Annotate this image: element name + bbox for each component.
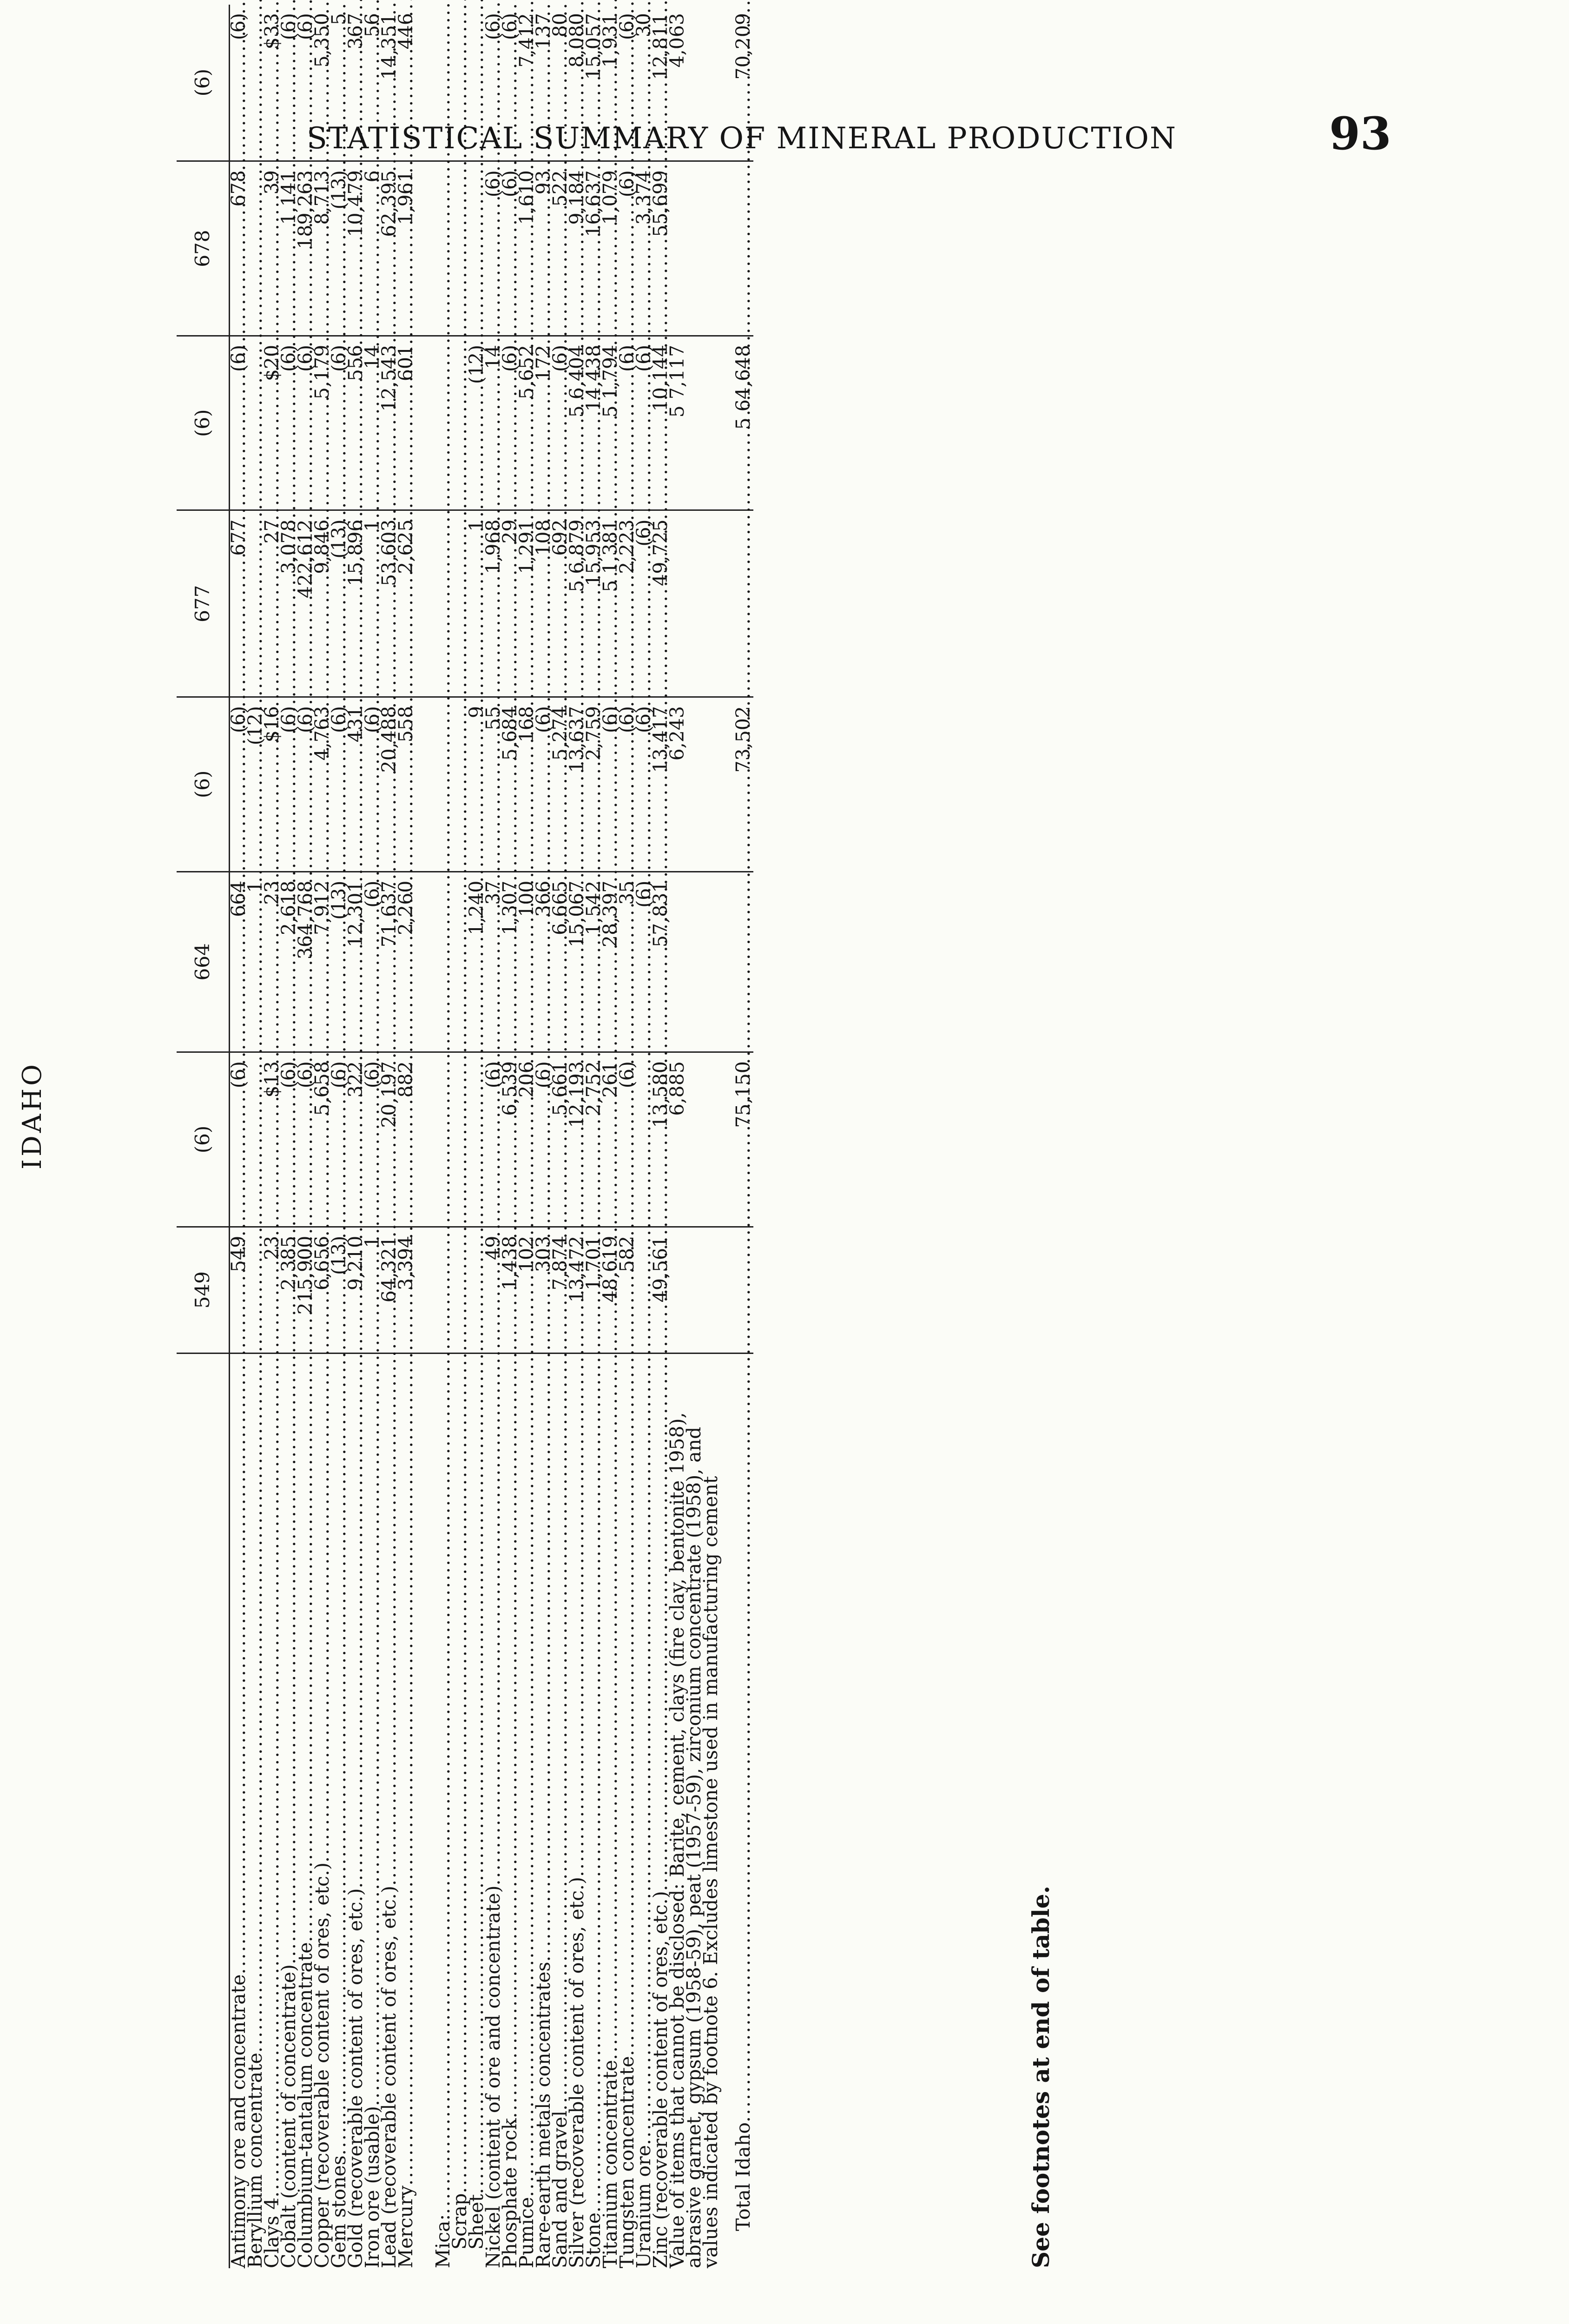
row-label: Stone <box>582 2212 605 2268</box>
row-label: Iron ore (usable) <box>361 2106 383 2268</box>
column-header: 664 <box>177 872 230 1052</box>
value-cell: 7,874 <box>552 1227 568 1353</box>
running-header: STATISTICAL SUMMARY OF MINERAL PRODUCTION <box>307 121 1177 156</box>
value-cell: 431 <box>347 697 364 872</box>
value-cell: 582 <box>619 1227 635 1353</box>
row-label: Sheet <box>465 2194 488 2250</box>
value-cell: 12,811 <box>652 5 669 161</box>
value-cell: (6) <box>364 697 381 872</box>
value-cell: 677 <box>230 510 247 697</box>
value-cell: 13,637 <box>568 697 585 872</box>
value-cell <box>669 161 719 336</box>
value-cell: (13) <box>330 161 347 336</box>
value-cell: (13) <box>330 510 347 697</box>
value-cell: (6) <box>619 697 635 872</box>
value-cell: (6) <box>230 336 247 510</box>
value-cell: 14,438 <box>585 336 602 510</box>
value-cell: (6) <box>619 161 635 336</box>
mineral-production-table <box>177 5 753 2268</box>
value-cell: 35 <box>619 872 635 1052</box>
value-cell: 10,144 <box>652 336 669 510</box>
value-cell: 48,619 <box>602 1227 619 1353</box>
value-cell: 558 <box>397 697 414 872</box>
value-cell: (6) <box>297 336 314 510</box>
value-cell: (13) <box>330 1227 347 1353</box>
value-cell: 7,912 <box>314 872 330 1052</box>
row-label: Clays 4 <box>261 2197 283 2268</box>
row-label: Mercury <box>395 2185 417 2268</box>
value-cell: 364,768 <box>297 872 314 1052</box>
value-cell: 556 <box>347 336 364 510</box>
value-cell: 2,618 <box>280 872 297 1052</box>
column-header <box>177 1353 230 2268</box>
value-cell: (6) <box>485 161 501 336</box>
footnote-note: See footnotes at end of table. <box>1027 1886 1055 2268</box>
value-cell: 23 <box>264 872 280 1052</box>
value-cell: 1,542 <box>585 872 602 1052</box>
value-cell: 6,656 <box>314 1227 330 1353</box>
value-cell: 1,240 <box>468 872 485 1052</box>
page-number: 93 <box>1329 107 1391 160</box>
value-cell: 71,637 <box>381 872 397 1052</box>
value-cell: 172 <box>535 336 552 510</box>
value-cell: 108 <box>535 510 552 697</box>
value-cell: 28,397 <box>602 872 619 1052</box>
row-label: Gem stones <box>328 2155 350 2268</box>
value-cell: (6) <box>364 872 381 1052</box>
row-label: Tungsten concentrate <box>616 2056 638 2268</box>
value-cell: (12) <box>247 697 264 872</box>
value-cell: 9 <box>468 697 485 872</box>
value-cell: 2,260 <box>397 872 414 1052</box>
value-cell: 2,385 <box>280 1227 297 1353</box>
value-cell: 1,307 <box>501 872 518 1052</box>
value-cell: 20,488 <box>381 697 397 872</box>
value-cell: $16 <box>264 697 280 872</box>
value-cell: (6) <box>485 1052 501 1227</box>
value-cell: 5,658 <box>314 1052 330 1227</box>
value-cell: 8,713 <box>314 161 330 336</box>
value-cell: 102 <box>518 1227 535 1353</box>
value-cell: 168 <box>518 697 535 872</box>
value-cell: 5 7,117 <box>669 336 719 510</box>
value-cell: 55,699 <box>652 161 669 336</box>
value-cell: 1,931 <box>602 5 619 161</box>
value-cell: 5,350 <box>314 5 330 161</box>
value-cell: 80 <box>552 5 568 161</box>
row-label: Nickel (content of ore and concentrate) <box>482 1885 504 2268</box>
row-label-cell <box>719 1353 753 2268</box>
value-cell: 4,763 <box>314 697 330 872</box>
value-cell: 5 6,879 <box>568 510 585 697</box>
table-row <box>669 5 719 2268</box>
value-cell: 29 <box>501 510 518 697</box>
value-cell: 1,961 <box>397 161 414 336</box>
value-cell: 882 <box>397 1052 414 1227</box>
value-cell <box>669 1227 719 1353</box>
value-cell: 12,301 <box>347 872 364 1052</box>
row-label: Columbium-tantalum concentrate <box>294 1942 316 2268</box>
value-cell: 13,417 <box>652 697 669 872</box>
value-cell: 53,603 <box>381 510 397 697</box>
value-cell: 5,661 <box>552 1052 568 1227</box>
value-cell: 3,078 <box>280 510 297 697</box>
row-label: Total Idaho <box>732 2122 754 2231</box>
value-cell: 1 <box>468 510 485 697</box>
value-cell: (12) <box>468 336 485 510</box>
row-label: Uranium ore <box>633 2145 655 2268</box>
value-cell: (13) <box>330 872 347 1052</box>
column-header: (6) <box>177 1052 230 1227</box>
value-cell: (6) <box>297 5 314 161</box>
value-cell: (6) <box>501 5 518 161</box>
value-cell: 5 <box>330 5 347 161</box>
value-cell: 601 <box>397 336 414 510</box>
value-cell: 39 <box>264 161 280 336</box>
value-cell: 9,846 <box>314 510 330 697</box>
row-label: Copper (recoverable content of ores, etc.) <box>311 1862 333 2268</box>
value-cell: 549 <box>230 1227 247 1353</box>
value-cell: 73,502 <box>719 697 753 872</box>
value-cell: 13,580 <box>652 1052 669 1227</box>
value-cell: 137 <box>535 5 552 161</box>
value-cell: 55 <box>485 697 501 872</box>
total-row <box>719 5 753 2268</box>
row-label: Value of items that cannot be disclosed: Barite, cement, clays (fire clay, bentonite 1958), abrasive garnet, gypsum (1958-59), peat (1957-59), zirconium concentrate (1958), and values indicated by footnote 6. Excludes limestone used in manufacturing cement <box>666 1412 722 2268</box>
value-cell: (6) <box>297 1052 314 1227</box>
value-cell: 678 <box>230 161 247 336</box>
column-header: 678 <box>177 161 230 336</box>
table-row <box>397 5 414 2268</box>
value-cell: 12,543 <box>381 336 397 510</box>
value-cell: (6) <box>501 336 518 510</box>
value-cell: 2,625 <box>397 510 414 697</box>
row-label-cell <box>666 1353 722 2268</box>
value-cell: (6) <box>552 336 568 510</box>
value-cell: 5,179 <box>314 336 330 510</box>
value-cell: (6) <box>330 336 347 510</box>
value-cell: (6) <box>602 697 619 872</box>
row-label: Gold (recoverable content of ores, etc.) <box>344 1888 367 2268</box>
value-cell: 366 <box>535 872 552 1052</box>
value-cell: 7,412 <box>518 5 535 161</box>
column-header: 549 <box>177 1227 230 1353</box>
value-cell: 5 64,648 <box>719 336 753 510</box>
value-cell: 49,561 <box>652 1227 669 1353</box>
value-cell: (6) <box>485 5 501 161</box>
value-cell: (6) <box>619 336 635 510</box>
row-label: Silver (recoverable content of ores, etc.) <box>566 1877 588 2268</box>
value-cell: 93 <box>535 161 552 336</box>
value-cell: 5 1,794 <box>602 336 619 510</box>
value-cell: 1,968 <box>485 510 501 697</box>
value-cell: (6) <box>230 697 247 872</box>
value-cell: 49 <box>485 1227 501 1353</box>
row-label: Beryllium concentrate <box>244 2053 266 2268</box>
table-title: IDAHO <box>17 1061 47 1170</box>
value-cell: 6,243 <box>669 697 719 872</box>
value-cell: 64,321 <box>381 1227 397 1353</box>
value-cell: $13 <box>264 1052 280 1227</box>
value-cell: (6) <box>280 697 297 872</box>
value-cell: 37 <box>485 872 501 1052</box>
value-cell: (6) <box>635 510 652 697</box>
value-cell: (6) <box>280 5 297 161</box>
value-cell: 215,900 <box>297 1227 314 1353</box>
value-cell: (6) <box>364 1052 381 1227</box>
table-header-row <box>177 5 230 2268</box>
value-cell: 1,291 <box>518 510 535 697</box>
row-label: Rare-earth metals concentrates <box>532 1961 554 2268</box>
value-cell: 522 <box>552 161 568 336</box>
value-cell: 367 <box>347 5 364 161</box>
value-cell: 56 <box>364 5 381 161</box>
value-cell: 303 <box>535 1227 552 1353</box>
value-cell: (6) <box>635 336 652 510</box>
value-cell: 5 6,404 <box>568 336 585 510</box>
value-cell: (6) <box>330 1052 347 1227</box>
value-cell: (6) <box>635 697 652 872</box>
row-label: Sand and gravel <box>549 2110 571 2268</box>
value-cell: $20 <box>264 336 280 510</box>
value-cell: 5,684 <box>501 697 518 872</box>
value-cell: 1 <box>364 510 381 697</box>
row-label: Antimony ore and concentrate <box>227 1974 250 2268</box>
value-cell: 15,953 <box>585 510 602 697</box>
value-cell: (6) <box>297 697 314 872</box>
value-cell: (6) <box>280 336 297 510</box>
row-label: Phosphate rock <box>499 2118 521 2268</box>
value-cell: 1,610 <box>518 161 535 336</box>
value-cell: 5 1,381 <box>602 510 619 697</box>
value-cell: 3,394 <box>397 1227 414 1353</box>
value-cell: 2,752 <box>585 1052 602 1227</box>
value-cell: 692 <box>552 510 568 697</box>
value-cell: 322 <box>347 1052 364 1227</box>
value-cell: 6,885 <box>669 1052 719 1227</box>
value-cell: 2,223 <box>619 510 635 697</box>
value-cell: 15,057 <box>585 5 602 161</box>
value-cell: (6) <box>635 872 652 1052</box>
value-cell: 422,612 <box>297 510 314 697</box>
column-header: 677 <box>177 510 230 697</box>
value-cell: 206 <box>518 1052 535 1227</box>
row-label: Lead (recoverable content of ores, etc.) <box>378 1886 400 2268</box>
row-label: Cobalt (content of concentrate) <box>277 1964 300 2268</box>
value-cell: 23 <box>264 1227 280 1353</box>
value-cell: 1,141 <box>280 161 297 336</box>
value-cell: 1,438 <box>501 1227 518 1353</box>
value-cell: (6) <box>230 1052 247 1227</box>
value-cell: 261 <box>602 1052 619 1227</box>
value-cell: 4,063 <box>669 5 719 161</box>
row-label: Mica: <box>432 2214 454 2268</box>
value-cell: 446 <box>397 5 414 161</box>
value-cell: (6) <box>535 1052 552 1227</box>
value-cell: (6) <box>230 5 247 161</box>
value-cell: 8,080 <box>568 5 585 161</box>
value-cell: 15,067 <box>568 872 585 1052</box>
value-cell: $33 <box>264 5 280 161</box>
value-cell: 20,197 <box>381 1052 397 1227</box>
value-cell: (6) <box>501 161 518 336</box>
row-label: Zinc (recoverable content of ores, etc.) <box>649 1891 672 2268</box>
value-cell: 14 <box>364 336 381 510</box>
value-cell: 1 <box>364 1227 381 1353</box>
value-cell: 3,374 <box>635 161 652 336</box>
rotated-table-block <box>17 5 1055 2268</box>
value-cell: 27 <box>264 510 280 697</box>
value-cell: 16,637 <box>585 161 602 336</box>
row-label: Scrap <box>448 2193 471 2250</box>
value-cell: 49,725 <box>652 510 669 697</box>
value-cell: 1 <box>247 872 264 1052</box>
row-label: Titanium concentrate <box>599 2060 621 2268</box>
value-cell: 57,831 <box>652 872 669 1052</box>
table-body <box>227 5 754 2268</box>
column-header: (6) <box>177 697 230 872</box>
value-cell: (6) <box>330 697 347 872</box>
value-cell: 14,351 <box>381 5 397 161</box>
value-cell: 13,472 <box>568 1227 585 1353</box>
row-label: Pumice <box>515 2197 538 2268</box>
value-cell: 75,150 <box>719 1052 753 1227</box>
value-cell: 5,652 <box>518 336 535 510</box>
value-cell: 2,759 <box>585 697 602 872</box>
value-cell <box>669 872 719 1052</box>
column-header: (6) <box>177 336 230 510</box>
value-cell: (6) <box>619 1052 635 1227</box>
value-cell: 15,896 <box>347 510 364 697</box>
value-cell: (6) <box>619 5 635 161</box>
value-cell: (6) <box>280 1052 297 1227</box>
value-cell: 12,193 <box>568 1052 585 1227</box>
value-cell: 6,539 <box>501 1052 518 1227</box>
value-cell: 10,479 <box>347 161 364 336</box>
value-cell <box>669 510 719 697</box>
value-cell: 189,263 <box>297 161 314 336</box>
value-cell: (6) <box>535 697 552 872</box>
value-cell: 30 <box>635 5 652 161</box>
value-cell: 100 <box>518 872 535 1052</box>
value-cell: 9,210 <box>347 1227 364 1353</box>
column-header: (6) <box>177 5 230 161</box>
value-cell: 5,274 <box>552 697 568 872</box>
value-cell: 1,701 <box>585 1227 602 1353</box>
value-cell: 6,665 <box>552 872 568 1052</box>
value-cell: 664 <box>230 872 247 1052</box>
value-cell: 70,209 <box>719 5 753 161</box>
value-cell: 14 <box>485 336 501 510</box>
value-cell: 6 <box>364 161 381 336</box>
value-cell: 62,395 <box>381 161 397 336</box>
value-cell: 9,184 <box>568 161 585 336</box>
row-label-cell <box>395 1353 417 2268</box>
value-cell: 1,079 <box>602 161 619 336</box>
